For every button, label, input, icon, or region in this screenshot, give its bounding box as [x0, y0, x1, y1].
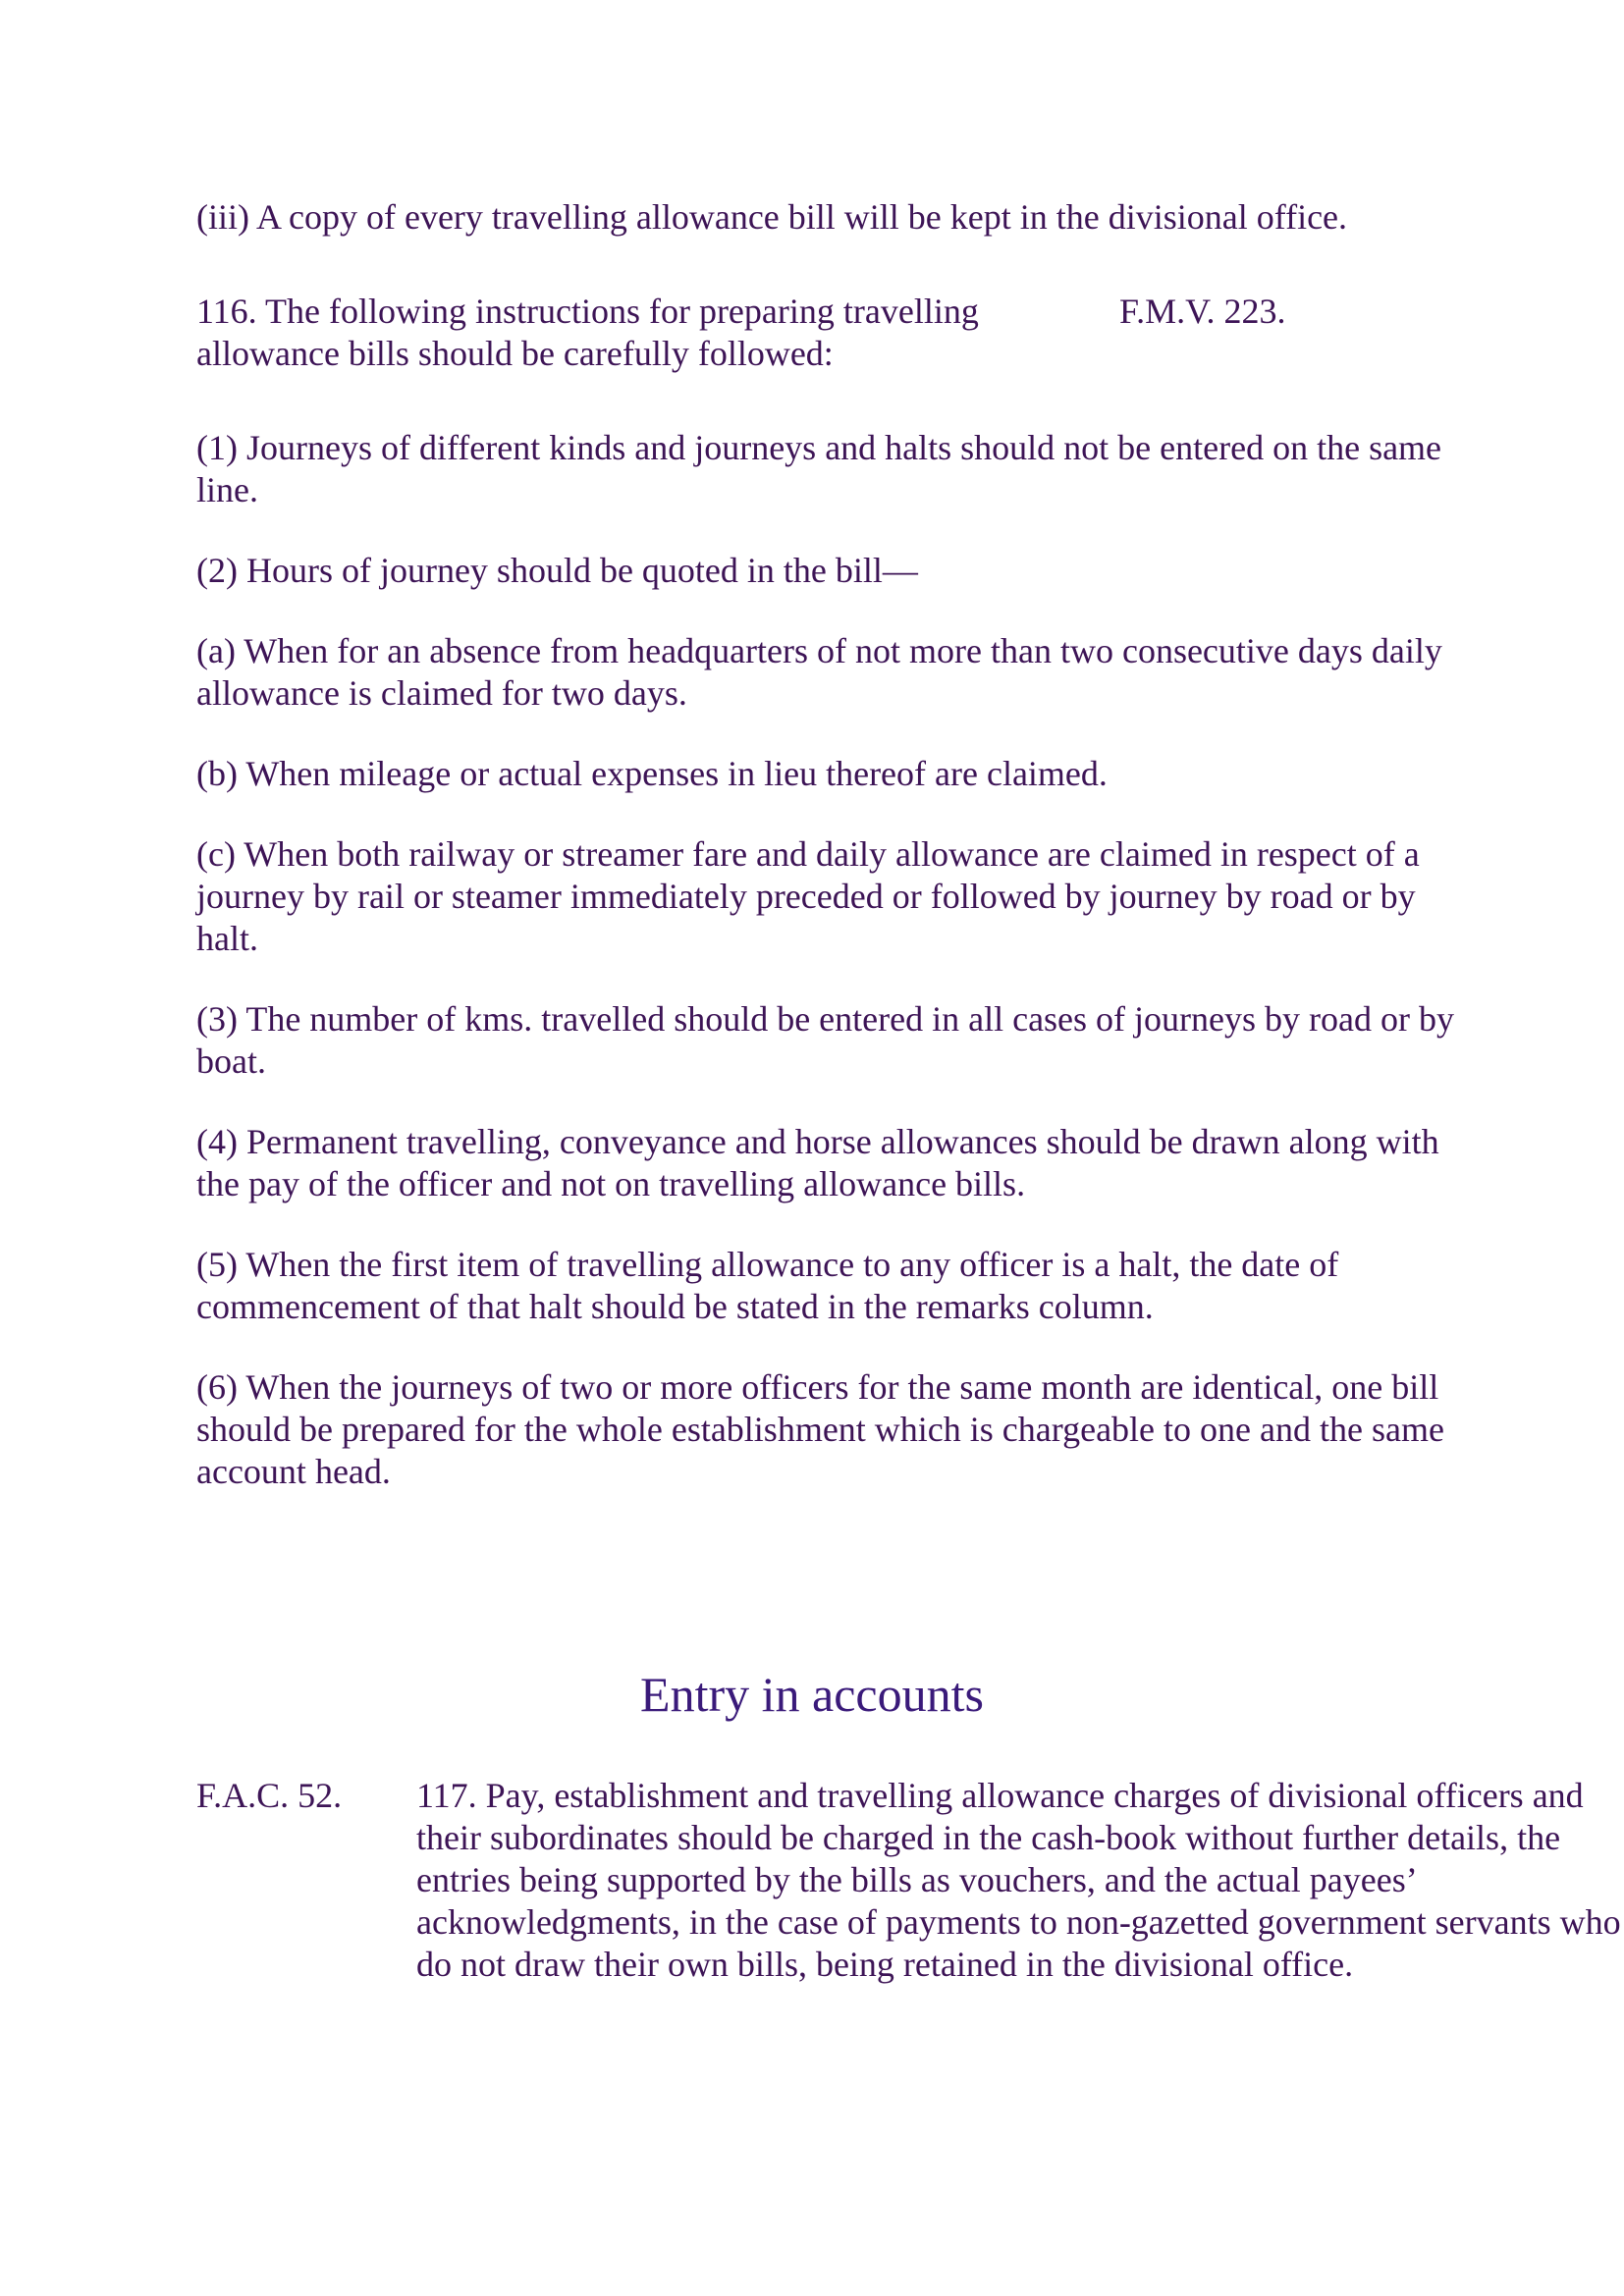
- instruction-1: (1) Journeys of different kinds and journeys and halts should not be entered on the same line.: [196, 428, 1442, 509]
- paragraph-116: 116. The following instructions for preparing travelling allowance bills should be carefully followed:: [196, 292, 979, 373]
- instruction-4: (4) Permanent travelling, conveyance and horse allowances should be drawn along with the pay of the officer and not on travelling allowance bills.: [196, 1122, 1439, 1203]
- side-note-fac: F.A.C. 52.: [196, 1776, 343, 1815]
- instruction-2a: (a) When for an absence from headquarters of not more than two consecutive days daily allowance is claimed for two days.: [196, 631, 1442, 713]
- paragraph-iii: (iii) A copy of every travelling allowance bill will be kept in the divisional office.: [196, 197, 1348, 237]
- instruction-2c: (c) When both railway or streamer fare and daily allowance are claimed in respect of a journey by rail or steamer immediately preceded or followed by journey by road or by halt.: [196, 834, 1420, 958]
- instruction-3: (3) The number of kms. travelled should be entered in all cases of journeys by road or by boat.: [196, 999, 1454, 1081]
- instruction-2b: (b) When mileage or actual expenses in lieu thereof are claimed.: [196, 754, 1108, 793]
- instruction-6: (6) When the journeys of two or more officers for the same month are identical, one bill should be prepared for the whole establishment which is chargeable to one and the same account head.: [196, 1367, 1444, 1491]
- side-note-fmv: F.M.V. 223.: [1119, 292, 1286, 331]
- instruction-2: (2) Hours of journey should be quoted in the bill—: [196, 551, 918, 590]
- instruction-5: (5) When the first item of travelling allowance to any officer is a halt, the date of commencement of that halt should be stated in the remarks column.: [196, 1245, 1339, 1326]
- section-heading: Entry in accounts: [640, 1667, 984, 1722]
- paragraph-117: 117. Pay, establishment and travelling allowance charges of divisional officers and their subordinates should be charged in the cash-book without further details, the entries being supported by the bills as vouchers, and the actual payees’ acknowledgments, in the case of payments to non-gazetted government servants who do not draw their own bills, being retained in the divisional office.: [416, 1776, 1621, 1984]
